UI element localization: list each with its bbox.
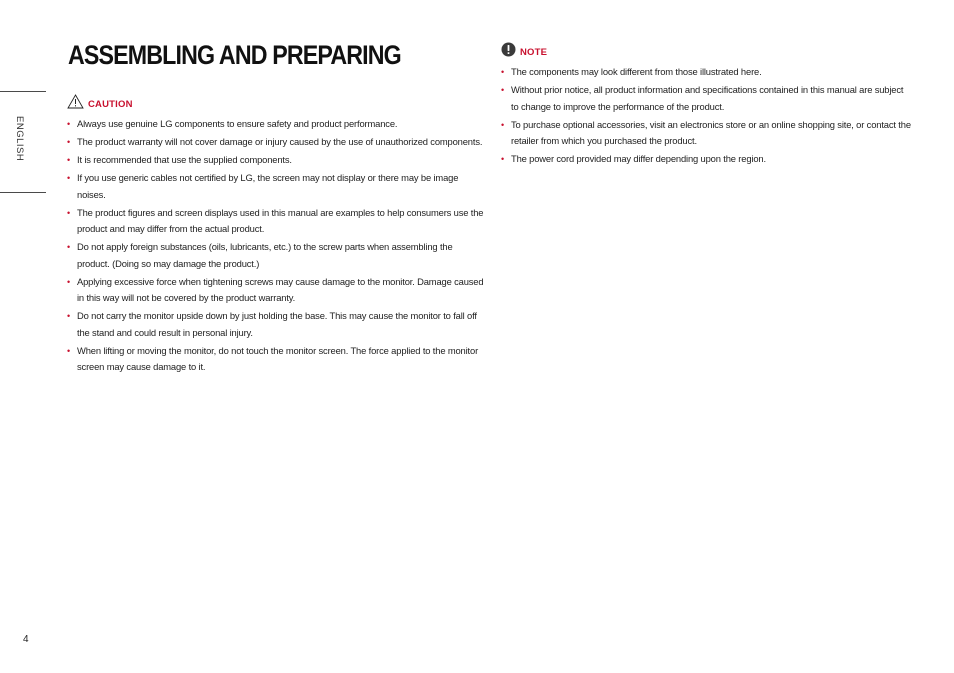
caution-section bbox=[67, 96, 485, 377]
note-item: • To purchase optional accessories, visit an electronics store or an online shopping site, or contact the retailer from which you purchased the product. bbox=[501, 117, 913, 150]
note-item: • The power cord provided may differ depending upon the region. bbox=[501, 151, 913, 168]
note-label: NOTE bbox=[520, 46, 548, 58]
caution-label: CAUTION bbox=[88, 98, 133, 110]
caution-item: • The product figures and screen displays used in this manual are examples to help consumers use the product and may differ from the actual product. bbox=[67, 205, 485, 238]
caution-list bbox=[67, 116, 485, 376]
exclamation-circle-icon bbox=[501, 42, 516, 62]
warning-triangle-icon bbox=[67, 94, 84, 114]
caution-item: • Applying excessive force when tightening screws may cause damage to the monitor. Damage caused in this way will not be covered by the product warranty. bbox=[67, 274, 485, 307]
language-label: ENGLISH bbox=[14, 116, 25, 162]
language-tab bbox=[0, 91, 46, 193]
caution-item: • Do not apply foreign substances (oils, lubricants, etc.) to the screw parts when assembling the product. (Doing so may damage the product.) bbox=[67, 239, 485, 272]
note-section bbox=[501, 44, 913, 169]
note-item: • Without prior notice, all product information and specifications contained in this manual are subject to change to improve the performance of the product. bbox=[501, 82, 913, 115]
caution-item: • If you use generic cables not certified by LG, the screen may not display or there may be image noises. bbox=[67, 170, 485, 203]
page-number: 4 bbox=[23, 634, 29, 645]
caution-item: • The product warranty will not cover damage or injury caused by the use of unauthorized components. bbox=[67, 134, 485, 151]
note-list bbox=[501, 64, 913, 168]
caution-item: • Do not carry the monitor upside down by just holding the base. This may cause the monitor to fall off the stand and could result in personal injury. bbox=[67, 308, 485, 341]
caution-item: • When lifting or moving the monitor, do not touch the monitor screen. The force applied to the monitor screen may cause damage to it. bbox=[67, 343, 485, 376]
note-heading bbox=[501, 44, 913, 60]
note-item: • The components may look different from those illustrated here. bbox=[501, 64, 913, 81]
caution-item: • It is recommended that use the supplied components. bbox=[67, 152, 485, 169]
page-title: ASSEMBLING AND PREPARING bbox=[68, 40, 401, 70]
caution-heading bbox=[67, 96, 485, 112]
caution-item: • Always use genuine LG components to ensure safety and product performance. bbox=[67, 116, 485, 133]
